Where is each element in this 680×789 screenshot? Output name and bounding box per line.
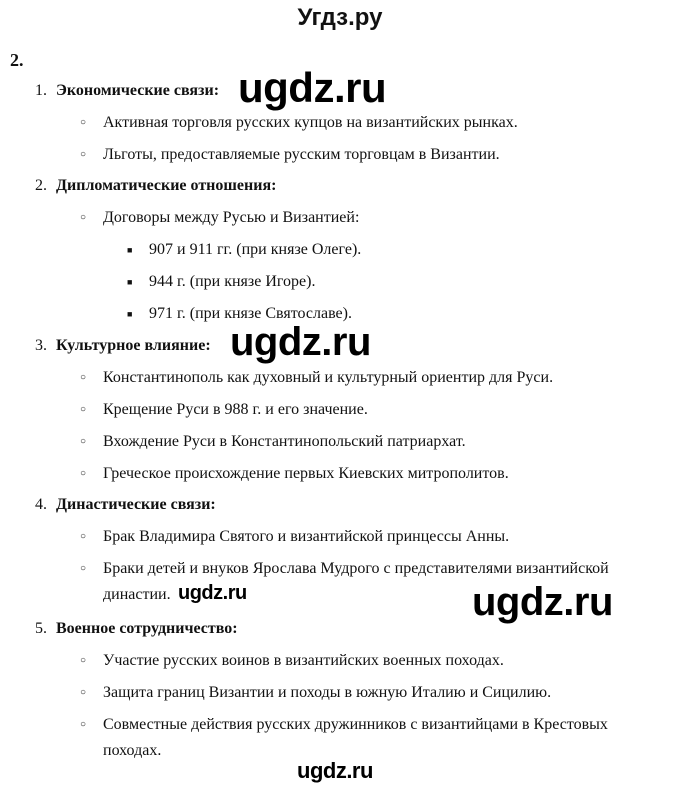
section-military: [35, 620, 238, 638]
section-cultural: [35, 337, 211, 355]
section-title: Дипломатические отношения:: [56, 177, 277, 194]
list-item: ○ Совместные действия русских дружинников с византийцами в Крестовых походах.: [80, 712, 670, 764]
circle-bullet-icon: ○: [80, 372, 87, 383]
list-item: ○ Брак Владимира Святого и византийской принцессы Анны.: [80, 524, 509, 550]
list-item: ○ Договоры между Русью и Византией:: [80, 205, 359, 231]
list-item: ○ Участие русских воинов в византийских военных походах.: [80, 648, 504, 674]
circle-bullet-icon: ○: [80, 531, 87, 542]
square-bullet-icon: ■: [127, 277, 133, 287]
list-item: ○ Браки детей и внуков Ярослава Мудрого с представителями византийской династии.: [80, 556, 670, 608]
sub-list-item: ■ 944 г. (при князе Игоре).: [127, 269, 315, 295]
circle-bullet-icon: ○: [80, 117, 87, 128]
square-bullet-icon: ■: [127, 245, 133, 255]
watermark: ugdz.ru: [178, 582, 247, 604]
circle-bullet-icon: ○: [80, 404, 87, 415]
section-number: 2.: [35, 177, 47, 194]
section-title: Культурное влияние:: [56, 337, 211, 354]
circle-bullet-icon: ○: [80, 436, 87, 447]
section-economic: [35, 82, 219, 100]
list-item: ○ Активная торговля русских купцов на византийских рынках.: [80, 110, 518, 136]
list-item: ○ Вхождение Руси в Константинопольский патриархат.: [80, 429, 466, 455]
watermark: ugdz.ru: [230, 320, 371, 364]
section-title: Экономические связи:: [56, 82, 220, 99]
circle-bullet-icon: ○: [80, 655, 87, 666]
section-diplomatic: [35, 177, 276, 195]
circle-bullet-icon: ○: [80, 149, 87, 160]
section-title: Династические связи:: [56, 496, 216, 513]
list-item: ○ Крещение Руси в 988 г. и его значение.: [80, 397, 368, 423]
section-number: 4.: [35, 496, 47, 513]
list-item: ○ Льготы, предоставляемые русским торговцам в Византии.: [80, 142, 500, 168]
circle-bullet-icon: ○: [80, 212, 87, 223]
section-number: 1.: [35, 82, 47, 99]
sub-list-item: ■ 971 г. (при князе Святославе).: [127, 301, 352, 327]
list-item: ○ Греческое происхождение первых Киевских митрополитов.: [80, 461, 509, 487]
watermark: ugdz.ru: [238, 64, 387, 111]
section-number: 5.: [35, 620, 47, 637]
circle-bullet-icon: ○: [80, 563, 87, 574]
section-dynastic: [35, 496, 216, 514]
task-number: 2.: [10, 50, 24, 70]
sub-list-item: ■ 907 и 911 гг. (при князе Олеге).: [127, 237, 361, 263]
section-title: Военное сотрудничество:: [56, 620, 238, 637]
circle-bullet-icon: ○: [80, 687, 87, 698]
circle-bullet-icon: ○: [80, 719, 87, 730]
watermark: ugdz.ru: [297, 758, 373, 783]
list-item: ○ Константинополь как духовный и культурный ориентир для Руси.: [80, 365, 553, 391]
section-number: 3.: [35, 337, 47, 354]
circle-bullet-icon: ○: [80, 468, 87, 479]
list-item: ○ Защита границ Византии и походы в южную Италию и Сицилию.: [80, 680, 551, 706]
site-title: Угдз.ру: [297, 4, 383, 31]
square-bullet-icon: ■: [127, 309, 133, 319]
watermark: ugdz.ru: [472, 580, 613, 624]
